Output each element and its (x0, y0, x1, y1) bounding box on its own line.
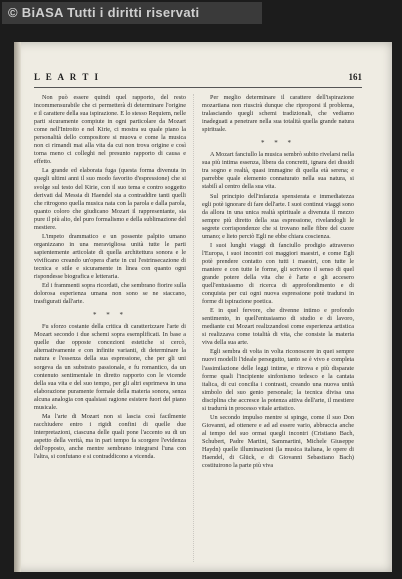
section-title: L E A R T I (34, 72, 100, 82)
paragraph: L'impeto drammatico e un possente palpito umano organizzano in una meravigliosa unità tutte le parti sapientemente articolate di quella architettura sonora e le vivificano creando un'opera d'arte in cui l'estrinsecazione di tecnica e stile e sicuramente in linea con quanto ogni rispondesse biografica e letteraria. (34, 232, 186, 281)
left-column (34, 94, 186, 568)
watermark-banner: © BiASA Tutti i diritti riservati (2, 2, 262, 24)
paragraph: I suoi lunghi viaggi di fanciullo prodigio attraverso l'Europa, i suoi incontri coi maggiori maestri, e come Egli potè prendere contatto con tutti i maestri, con tutte le maniere e con tutte le forme, gli scrivono il senso di quel grande potere della vita che è l'arte e gli accesero quell'entusiasmo di ricerca di approfondimento e di conquista per cui ogni nuova espressione potè tradursi in forme di ispirazione poetica. (202, 241, 354, 306)
paragraph: Egli sembra di volta in volta riconoscere in quei sempre nuovi modelli l'ideale perseguito, tanto se è vivo e completa l'assimilazione delle leggi intime, e ritrova e più disparate forme quali l'incipiente sinfonismo tedesco e la cantata italica, di cui concilia i contrasti, creando una nuova unità simbolo del suo genio personale; la tecnica divisa una disciplina che accresce la potenza attiva dell'arte, il mestiere si tradurrà in processo vitale artistico. (202, 348, 354, 412)
column-separator (193, 94, 194, 562)
paragraph: E in quel fervore, che divenne intimo e profondo sentimento, in quell'entusiasmo di studio e di lavoro, mediante cui Mozart realizzandosi come esperienza artistica si realizzava come totalità di vita, che consiste la materia viva della sua arte. (202, 307, 354, 347)
paragraph: Ma l'arte di Mozart non si lascia così facilmente racchiudere entro i rigidi confini di quelle due interpretazioni, ciascuna delle quali pone l'accento su di un aspetto della verità, ma in pari tempo fa scorgere l'evidenza dell'opposto, anche mentre sembrano integrarsi l'una con l'altra, si confutano e si contraddicono a vicenda. (34, 412, 186, 461)
section-break-stars: * * * (261, 139, 295, 148)
paragraph: Ed i frammenti sopra ricordati, che sembrano fiorire sulla dolorosa esperienza umana non sono se ne staccano, trasfigurati dall'arte. (34, 282, 186, 306)
paragraph: Fu sforzo costante della critica di caratterizzare l'arte di Mozart secondo i due schemi sopra esemplificati. In base a quelle due opposte concezioni estetiche si cercò, alternativamente e con infinite varianti, di determinare la natura e l'essenza della sua espressione, che per gli uni sorgeva da un substrato passionale, e fu romantico, da un contenuto sentimentale in diretto rapporto con le vicende della sua vita e del suo tempo, per gli altri esprimeva in una elaborazione puramente formale della materia sonora, senza alcuna analogia con qualsiasi ragione esistere fuori del piano musicale. (34, 323, 186, 411)
paragraph: Per meglio determinare il carattere dell'ispirazione mozartiana non riuscirà dunque che riproporsi il problema, tralasciando quegli schemi tradizionali, che vediamo inadeguati a penetrare nella sua totalità quella grande natura spirituale. (202, 94, 354, 134)
section-break-stars: * * * (93, 311, 127, 320)
page-header (34, 72, 362, 86)
paragraph: Sul principio dell'infanzia spensierata e immediatezza egli potè ignorare di fare dell'arte. I suoi continui viaggi sono da allora in una unica realtà spirituale a divenuta il mezzo sempre più diretto della sua espressione, rivelandogli le segrete corrispondenze che si trovano nelle fibre del cuore umano; e lieto perciò Egli ne ebbe chiara coscienza. (202, 192, 354, 240)
page-number: 161 (348, 72, 362, 82)
document-page (14, 42, 392, 572)
page-spine-shadow (14, 42, 21, 572)
paragraph: Non può essere quindi quel rapporto, del resto incommensurabile che ci permetterà di determinare l'origine e il carattere della sua ispirazione. E lo stesso Requiem, nelle parti sicuramente compiute in ogni particolare da Mozart come nell'Introito e nel Kirie, ci mostra su quale piano la personalità dello compositore si muova e come la musica non ci rimandi mai alla vita da cui non trova origine e così torna meno ci colleghi nel presunto rapporto di causa e effetto. (34, 94, 186, 166)
right-column (202, 94, 354, 568)
paragraph: Un secondo impulso mentre si spinge, come il suo Don Giovanni, ad ottenere e ad ad essere vario, abbraccia anche al tempo del suo ormai quegli incontri (Cristiano Bach, Schubert, Padre Martini, Sammartini, Michele Giuseppe Haydn) quelle illuminazioni (la musica italiana, le opere di Haendel, di Glück, e di Giovanni Sebastiano Bach) costituirono la parte più viva (202, 413, 354, 470)
paragraph: A Mozart fanciullo la musica sembrò subito rivelarsi nella sua più intima essenza, libera da concretti, ignara dei dissidi tra sogno e realtà, quasi immagine di quella età serena; e parrebbe quale elemento connaturato nella sua natura, si stabilì al centro della sua vita. (202, 151, 354, 191)
header-rule (34, 87, 362, 88)
paragraph: La grande ed elaborata fuga (questa forma divenuta in quegli ultimi anni il suo modo favorito d'espressione) che si svolge sul testo del Kirie, con il suo tema e contro soggetto derivati dal Messia di Haendel sta a contraddire tanti quelli che ritrogono quella musica nata con la parola e dalla parola, quanto coloro che giudicano Mozart il rappresentante, sia pure il più alto, del puro formalismo e della sublimazione del mestiere. (34, 167, 186, 231)
